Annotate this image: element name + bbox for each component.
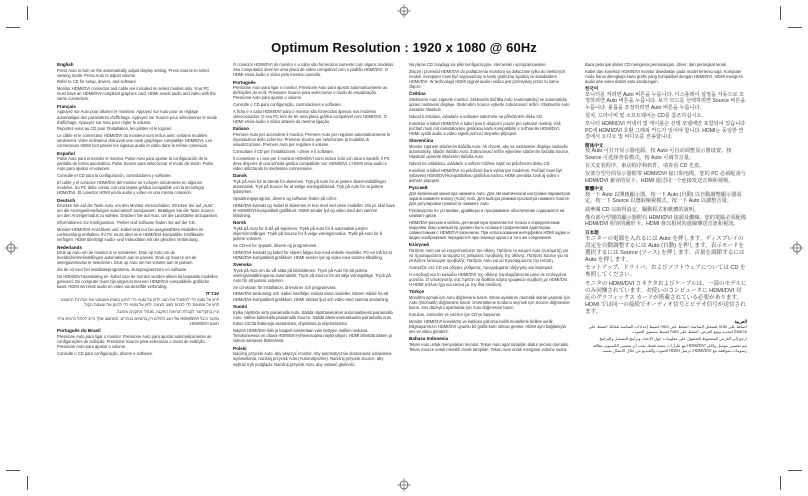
instruction-paragraph: Złącze i przewód HDMI/DVI do podłączenia monitora są dołączane tylko do niektórych modeli. Komputer musi być wyposażony w kartę graficzną zgodną ze standardem HDMI/DVI. W technologii HDMI sygnał audio i wideo jest przesyłany przez to samo złącze. xyxy=(409,68,566,89)
registration-target-right xyxy=(790,241,804,255)
language-section xyxy=(585,319,747,353)
instruction-paragraph: HDMI/DVI-anslutning och -kabel medföljer endast vissa modeller. Datorn måste ha ett HDMI/DVI-kompatibelt grafikkort. HDMI skickar ljud och video med samma anslutning. xyxy=(233,291,390,302)
language-section xyxy=(57,245,219,290)
instruction-paragraph: HDMI/DVI-kontakt og kabel for skjerm følger kun med enkelte modeller. PC-en må ha et HDMI/DVI-kompatibelt grafikkort. HDMI sender lyd og video med samme tilkobling. xyxy=(233,249,393,260)
column-4 xyxy=(585,62,747,355)
language-section xyxy=(409,62,571,89)
column-2 xyxy=(233,62,395,369)
language-section xyxy=(57,104,219,149)
instruction-paragraph: A ficha e o cabo HDMI/DVI para o monitor são fornecidos apenas nos modelos seleccionados. O seu PC tem de ter uma placa gráfica compatível com HDMI/DVI. O HDMI envia áudio e vídeo através da mesma ligação. xyxy=(233,108,387,124)
page-title: Optimum Resolution : 1920 x 1080 @ 60Hz xyxy=(271,40,537,55)
instruction-paragraph: לחץ על Auto כדי להפעיל את הצג. לחץ על Auto כדי לכוונן באופן אוטומטי את הגדרות התצוגה. לחץ על Source כדי לבחור מצב תצוגה. לחץ על Auto כדי לכוונן את עוצמת הקול. xyxy=(59,297,219,308)
instruction-paragraph: Monitor zapnete stlačením tlačidla Auto. Ak chcete, aby sa nastavenie displeja nastavilo automaticky, stlačte tlačidlo Auto. Zobrazovací režim vyberiete stlačením tlačidla Source. Hlasitosť upravíte stlačením tlačidla Auto. xyxy=(409,143,570,160)
language-heading: Svenska xyxy=(233,262,252,268)
language-heading: Polski xyxy=(233,345,247,351)
instruction-paragraph: Opsætningsprogram, drivere og software findes på cd'en. xyxy=(233,195,338,201)
instruction-paragraph: Ανατρέξτε στο CD για οδηγίες ρύθμισης, προγράμματα οδήγησης και λογισμικό. xyxy=(409,264,554,270)
language-heading: English xyxy=(57,62,74,67)
instruction-paragraph: セットアップ、ドライバ、およびソフトウェアについては CD を参照してください。 xyxy=(585,265,746,279)
instruction-paragraph: Consulte el CD para la configuración, controladores y software. xyxy=(57,173,172,179)
instruction-paragraph: De HDMI/DVI-aansluiting en -kabel voor de monitor worden alleen bij bepaalde modellen geleverd. De computer moet zijn uitgerust met een HDMI/DVI-compatibele grafische kaart. HDMI verzendt audio en video via dezelfde verbinding. xyxy=(57,273,218,290)
instruction-paragraph: Premere Auto per accendere il monitor. Premere Auto per regolare automaticamente le impostazioni dello schermo. Premere Source per selezionare la modalità di visualizzazione. Premere Auto per regolare il volume. xyxy=(233,132,391,148)
language-heading: 简体中文 xyxy=(585,142,604,148)
instruction-paragraph: Pressione Auto para ligar o monitor. Pressione Auto para ajustar automaticamente as definições do ecrã. Pressione Source para seleccionar o modo de visualização. Pressione Auto para ajustar o volume. xyxy=(233,85,388,101)
instruction-paragraph: Consulte o CD para configuração, drivers e software. xyxy=(57,350,154,356)
instruction-paragraph: Il connettore e i cavi per il monitor HDMI/DVI sono inclusi solo con alcuni modelli. Il PC deve disporre di una scheda grafica compatibile con HDMI/DVI. L'HDMI invia audio e video utilizzando la medesima connessione. xyxy=(233,155,390,171)
column-3 xyxy=(409,62,571,354)
language-section xyxy=(585,230,747,316)
language-section xyxy=(233,262,395,301)
language-heading: Türkçe xyxy=(409,289,425,295)
instruction-paragraph: Naciśnij przycisk Auto, aby włączyć monitor. Aby automatycznie dostosować ustawienia wyświetlania, naciśnij przycisk Auto (Automatycznie). Naciśnij przycisk Source, aby wybrać tryb podglądu. Naciśnij przycisk Auto, aby ustawić głośność. xyxy=(233,351,392,367)
language-heading: Norsk xyxy=(233,220,247,226)
instruction-paragraph: O conector HDMI/DVI do monitor e o cabo são fornecidos somente com alguns modelos. Seu computador deve ter uma placa de vídeo compatível com o padrão HDMI/DVI. O HDMI envia áudio e vídeo pela mesma conexão. xyxy=(233,62,395,78)
registration-target-top xyxy=(397,4,411,18)
column-1 xyxy=(57,62,219,358)
instruction-paragraph: Refer to CD for setup, drivers, and software. xyxy=(57,79,138,85)
instruction-paragraph: Consultare il CD per l'installazione, i driver e il software. xyxy=(233,148,334,154)
registration-target-left xyxy=(4,241,18,255)
instruction-paragraph: 請參閱 CD 以取得設定、驅動程式和軟體的說明。 xyxy=(585,206,700,213)
crop-mark-top-right-h xyxy=(788,27,802,28)
instruction-paragraph: HDMI/DVI-разъем и кабель для монитора прилагаются только к определенным моделям. Ваш компьютер должен быть оснащен графическим адаптером, совместимым с HDMI/DVI-разъемом. При использовании интерфейса HDMI аудио и видео изображение передаются при помощи одного и того же соединения. xyxy=(409,219,570,240)
crop-mark-top-left-h xyxy=(6,27,20,28)
instruction-paragraph: Для включения монитора нажмите Auto. Для автоматической настройки параметров экрана нажмите кнопку (Auto) Auto. Для выбора режима просмотра нажмите Source. Для регулировки громкости нажмите Auto. xyxy=(409,190,571,206)
language-heading: Italiano xyxy=(233,126,250,132)
instruction-paragraph: El cable y el conector HDMI/DVI del monitor se incluyen únicamente en algunos modelos. Su PC debe contar con una tarjeta gráfica compatible con la tecnología HDMI/DVI. El conector HDMI envía audio y vídeo en una misma conexión. xyxy=(57,180,205,196)
instruction-paragraph: 有关安装程序、驱动程序和软件，请查看 CD 光盘。 xyxy=(585,163,705,169)
instruction-paragraph: Η υποδοχή και το καλώδιο HDMI/DVI της οθόνης περιλαμβάνονται μόνο σε επιλεγμένα μοντέλα. Ο υπολογιστής σας πρέπει να διαθέτει κάρτα γραφικών συμβατή με HDMI/DVI. Η HDMI στέλνει ήχο και εικόνα με την ίδια σύνδεση. xyxy=(409,271,569,287)
instruction-paragraph: Trykk på Auto for å slå på skjermen. Trykk på Auto for å automatisk justere skjerminnstillinger. Trykk på Source for å velge visningsmodus. Trykk på Auto for å justere volumet. xyxy=(233,225,383,241)
instruction-paragraph: 僅有部分型號的顯示器附有 HDMI/DVI 接頭及纜線。您的電腦必須配備 HDMI/DVI 相容的圖形卡。HDMI 會以相同的連線傳送音訊和視訊。 xyxy=(585,214,747,228)
language-section xyxy=(233,80,395,125)
language-heading: 日本語 xyxy=(585,230,599,236)
instruction-paragraph: Kurulum, sürücüler ve yazılım için CD'ye başvurun. xyxy=(409,311,502,317)
crop-mark-bottom-left-h xyxy=(6,470,20,471)
instruction-paragraph: Tryk på Auto for at tænde for skærmen. Tryk på Auto for at justere skærmindstillinger automatisk. Tryk på Source for at vælge visningstilstand. Tryk på Auto for at justere lydstyrken. xyxy=(233,178,387,195)
instruction-paragraph: Kabel dan konektor HDMI/DVI monitor disediakan pada model tertentu saja. Komputer Anda harus dilengkapi kartu grafis yang kompatibel dengan HDMI/DVI. HDMI mengirim audio dan video dalam satu sambungan. xyxy=(585,68,743,84)
language-heading: Čeština xyxy=(409,91,426,97)
instruction-paragraph: Monitor-HDMI/DVI-Anschluss und -Kabel sind nur bei ausgewählten Modellen im Lieferumfang enthalten. Ihr PC muss über eine HDMI/DVI-kompatible Grafikkarte verfügen. HDMI überträgt Audio- und Videodaten mit der gleichen Verbindung. xyxy=(57,227,204,243)
instruction-paragraph: モニタの HDMI/DVI コネクタおよびケーブルは、一部のモデルにのみ同梱されています。お使いのコンピュータに HDMI/DVI 対応のグラフィックス カードが搭載されている必要があります。HDMI では同一の接続でオーディオ信号とビデオ信号が送信されます。 xyxy=(585,281,747,316)
instruction-paragraph: 모니터 HDMI/DVI 커넥터 및 케이블은 선택 모델에만 포함되어 있습니다. PC에 HDMI/DVI 호환 그래픽 카드가 있어야 합니다. HDMI는 동일한 연결에서 오디오 및 비디오를 전송합니다. xyxy=(585,121,747,140)
instruction-paragraph: Na płycie CD znajdują się pliki konfiguracyjne, sterowniki i oprogramowanie. xyxy=(409,62,547,67)
language-section xyxy=(233,304,395,343)
language-section xyxy=(233,220,395,259)
instruction-paragraph: 설치, 드라이버 및 소프트웨어는 CD를 참조하십시오. xyxy=(585,112,703,119)
instruction-paragraph: يتم تضمين موصل وكابل HDMI/DVI مع طرازات معينة فقط. يجب أن يتضمن الكمبيوتر بطاقة رسومات متوافقة مع HDMI/DVI. ترسل HDMI الصوت والفيديو من خلال الاتصال نفسه. xyxy=(592,342,747,353)
language-heading: العربية xyxy=(734,318,747,324)
language-heading: עברית xyxy=(205,291,219,297)
language-section xyxy=(57,151,219,196)
language-section xyxy=(57,328,219,356)
language-heading: Slovenčina xyxy=(409,138,434,144)
crop-mark-top-left-v xyxy=(27,6,28,20)
language-section xyxy=(57,198,219,243)
language-section xyxy=(409,185,571,240)
instruction-paragraph: Πατήστε Auto για να ενεργοποιήσετε την οθόνη. Πατήστε το κουμπί Auto (Αυτόματη) για να προσαρμόσετε αυτόματα τις ρυθμίσεις προβολής της οθόνης. Πατήστε Source για να επιλέξετε λειτουργία προβολής. Πατήστε Auto για να προσαρμόσετε την ένταση. xyxy=(409,247,569,263)
instruction-paragraph: Tekan Auto untuk menyalakan monitor. Tekan Auto agar tampilan diatur secara otomatis. Tekan Source untuk memilih mode tampilan. Tekan Auto untuk mengatur volume suara. xyxy=(409,341,570,352)
instruction-paragraph: Tryck på Auto om du vill sätta på bildskärmen. Tryck på Auto för att justera visningsinställningarna automatiskt. Tryck på Source för att välja visningsläge. Tryck på Auto för att justera volymen. xyxy=(233,267,391,283)
instruction-paragraph: Informationen zur Konfiguration, Treiber und Software finden Sie auf der CD. xyxy=(57,220,196,226)
instruction-paragraph: 仅部分型号的显示器附带 HDMI/DVI 接口和电缆。您的 PC 必须配备与 HDMI/DVI 兼容的显卡。HDMI 通过同一个连接发送音频和视频。 xyxy=(585,171,746,184)
instruction-paragraph: Pulse Auto para encender el monitor. Pulse Auto para ajustar la configuración de la pantalla de forma automática. Pulse Source para seleccionar el modo de visión. Pulse Auto para ajustar el volumen. xyxy=(57,156,214,172)
instruction-paragraph: Konektor a kabel HDMI/DVI a kabel jsou k dispozici pouze pro vybrané modely. Váš počítač musí mít nainstalovánu grafickou kartu kompatibilní s rozhraním HDMI/DVI. HDMI vysílá audio a video signál pomocí stejného připojení. xyxy=(409,120,561,136)
instruction-paragraph: 모니터를 켜려면 Auto 버튼을 누릅니다. 디스플레이 설정을 자동으로 조정하려면 Auto 버튼을 누릅니다. 보기 모드를 선택하려면 Source 버튼을 누릅니다. 볼륨을 조정하려면 Auto 버튼을 누릅니다. xyxy=(585,91,746,111)
instruction-paragraph: Návod na inštaláciu, ovládače a softvér môžete nájsť na priloženom disku CD. xyxy=(409,160,551,166)
instruction-paragraph: Reportez-vous au CD pour l'installation, les pilotes et le logiciel. xyxy=(57,126,173,132)
language-section xyxy=(585,62,747,84)
instruction-paragraph: Drücken Sie auf die Taste Auto, um den Monitor einzuschalten. Drücken Sie auf „Auto“, um die Anzeigeeinstellungen automatisch anzupassen. Betätigen Sie die Taste Source, um den Anzeigemodus zu wählen. Drücken Sie auf Auto, um die Lautstärke anzupassen. xyxy=(57,203,219,219)
instruction-paragraph: Návod k instalaci, ovladače a software naleznete na přiloženém disku CD. xyxy=(409,113,544,119)
instruction-paragraph: Baca petunjuk dalam CD mengenai pemasangan, driver, dan perangkat lunak. xyxy=(585,62,728,67)
instruction-paragraph: Pressione Auto para ligar o monitor. Pressione Auto para ajustar automaticamente as configurações de exibição. Pressione Source para selecionar o modo de exibição. Pressione Auto para ajustar o volume. xyxy=(57,333,212,349)
language-heading: Suomi xyxy=(233,303,248,309)
instruction-paragraph: Руководство по установке, драйверы и программное обеспечение содержатся на компакт-диске. xyxy=(409,207,565,218)
language-heading: Português do Brasil xyxy=(57,328,101,334)
language-heading: Nederlands xyxy=(57,244,83,250)
instruction-paragraph: Monitor HDMI/DVI connector and cable are included on select models only. Your PC must have an HDMI/DVI-compliant graphics card. HDMI sends audio and video with the same connection. xyxy=(57,86,216,102)
instruction-paragraph: HDMI/DVI-kontakt og -kabel til skærmen er kun med ved visse modeller. Din pc skal have et HDMI/DVI-kompatibelt grafikkort. HDMI sender lyd og video med den samme tilslutning. xyxy=(233,202,395,218)
language-heading: Deutsch xyxy=(57,197,76,203)
language-heading: Português xyxy=(233,79,256,85)
instruction-paragraph: עיין בתקליטור לקבלת הוראות התקנה, מנהלי התקנים ותוכנה. xyxy=(115,308,219,314)
instruction-paragraph: モニターの電源を入れるには Auto を押します。ディスプレイの設定を自動調整するには Auto (自動) を押します。表示モードを選択するには Source (ソース) を押します。音量を調節するには Auto を押します。 xyxy=(585,235,745,263)
language-heading: Français xyxy=(57,103,76,109)
instruction-paragraph: 按 Auto 可打开显示器电源。按 Auto 可自动调整显示器设置。按 Source 可选择查看模式。按 Auto 可调节音量。 xyxy=(585,148,732,161)
language-heading: 한국어 xyxy=(585,86,599,92)
language-section xyxy=(233,126,395,171)
language-heading: Dansk xyxy=(233,173,247,179)
instruction-paragraph: ارجع إلى القرص المضغوط للحصول على معلومات حول الإعداد وبرامج التشغيل والبرامج. xyxy=(598,336,747,342)
language-section xyxy=(409,138,571,183)
instruction-paragraph: Se CD-en for oppsett, drivere og programvare. xyxy=(233,242,318,248)
instruction-paragraph: Konektor a kábel HDMI/DVI sú priložené iba k vybraným modelom. Počítač musí byť vybavený HDMI/DVI-kompatibilnou grafickou kartou. HDMI prenáša zvuk aj video v jednom pripojení. xyxy=(409,167,563,183)
language-section xyxy=(585,143,747,184)
language-heading: 繁體中文 xyxy=(585,186,604,192)
language-section xyxy=(409,91,571,136)
crop-mark-bottom-right-v xyxy=(780,476,781,490)
language-heading: Español xyxy=(57,150,75,156)
instruction-paragraph: Monitörü açmak için Auto düğmesine basın. Ekran ayarlarını otomatik olarak yapmak için Auto (Otomatik) düğmesine basın. Görüntüleme modunu seçmek için Source düğmesine basın. Ses düzeyini ayarlamak için Auto düğmesine basın. xyxy=(409,294,570,310)
instruction-paragraph: Katso CD:ltä lisätietoja asetuksista, ohjaimista ja ohjelmistoista. xyxy=(233,321,348,327)
instruction-paragraph: Näytön HDMI/DVI-liitin ja kaapeli toimitetaan vain tiettyjen mallien mukana. Tietokoneessa on oltava HDMI/DVI-yhteensopiva näytönohjain. HDMI lähettää äänen ja videon samassa liitännässä. xyxy=(233,328,392,344)
instruction-paragraph: Appuyez sur Auto pour allumer le moniteur. Appuyez sur Auto pour un réglage automatique des paramètres d'affichage. Appuyez sur Source pour sélectionner le mode d'affichage. Appuyez sur Auto pour régler le volume. xyxy=(57,109,218,125)
instruction-paragraph: Press Auto to turn on the automatically adjust display setting. Press Source to select viewing mode. Press Auto to adjust volume. xyxy=(57,67,210,78)
language-heading: Русский xyxy=(409,185,428,191)
instruction-paragraph: Kytke näyttöön virta painamalla Auto. Säädä näyttöasetukset automaattisesti painamalla Auto. Valitse katselutila painamalla Source. Säädä äänenvoimakkuutta painamalla Auto. xyxy=(233,309,393,320)
language-section xyxy=(233,173,395,218)
language-section xyxy=(409,242,571,287)
registration-target-bottom xyxy=(397,478,411,492)
instruction-paragraph: Monitör HDMI/DVI konektörü ve kablosu yalnızca belirli modellerle birlikte verilir. Bilgisayarınızın HDMI/DVI uyumlu bir grafik kartı olması gerekir. HDMI aynı bağlantıyla ses ve video gönderir. xyxy=(409,318,566,334)
crop-mark-bottom-right-h xyxy=(788,470,802,471)
instruction-paragraph: Se cd-skivan för installation, drivrutiner och programvara. xyxy=(233,284,337,290)
instruction-paragraph: Zie de cd voor het installatieprogramma, stuurprogramma's en software. xyxy=(57,267,188,273)
instruction-paragraph: Stisknutím Auto zapnete monitor. Stisknutím tlačítka Auto (Automaticky) se automaticky upraví nastavení displeje. Stisknutím Source vyberte zobrazovací režim. Stisknutím Auto nastavte hlasitost. xyxy=(409,97,570,113)
language-section xyxy=(233,62,395,77)
language-section xyxy=(409,289,571,334)
language-section xyxy=(585,186,747,227)
instruction-paragraph: Consulte o CD para configuração, controladores e software. xyxy=(233,102,342,108)
instruction-paragraph: 按一下 Auto 以開啟顯示器。按一下 Auto (自動) 以自動調整顯示器設定。按一下 Source 以選取檢視模式。按一下 Auto 以調整音量。 xyxy=(585,192,742,205)
instruction-paragraph: اضغط على Auto لتشغيل الشاشة. اضغط على Auto لضبط إعدادات الشاشة تلقائيًا. اضغط على Source لتحديد وضع العرض. اضغط على Auto لضبط مستوى الصوت. xyxy=(588,324,747,335)
instruction-paragraph: מחבר וכבל HDMI/DVI של הצג כלולים רק בדגמים נבחרים. המחשב שלך חייב לכלול כרטיס גרפי תואם HDMI/DVI. xyxy=(57,315,219,326)
crop-mark-bottom-left-v xyxy=(27,476,28,490)
language-section xyxy=(233,346,395,367)
instruction-paragraph: Le câble et le connecteur HDMI/DVI du moniteur sont inclus avec certains modèles seulement. Votre ordinateur doit avoir une carte graphique compatible HDMI/DVI. Les connecteurs HDMI font passer les signaux audio et vidéo dans la même connexion. xyxy=(57,133,212,149)
language-section xyxy=(409,336,571,352)
language-heading: Bahasa Indonesia xyxy=(409,336,449,342)
language-heading: Ελληνικά xyxy=(409,242,430,248)
language-section xyxy=(57,62,219,101)
instruction-paragraph: Druk op Auto om de monitor in te schakelen. Druk op Auto om de beeldschermeinstellingen automatisch aan te passen. Druk op Source om de weergavemodus te selecteren. Druk op Auto om het volume aan te passen. xyxy=(57,250,197,266)
crop-mark-top-right-v xyxy=(780,6,781,20)
language-section xyxy=(585,86,747,140)
language-section xyxy=(57,291,219,325)
